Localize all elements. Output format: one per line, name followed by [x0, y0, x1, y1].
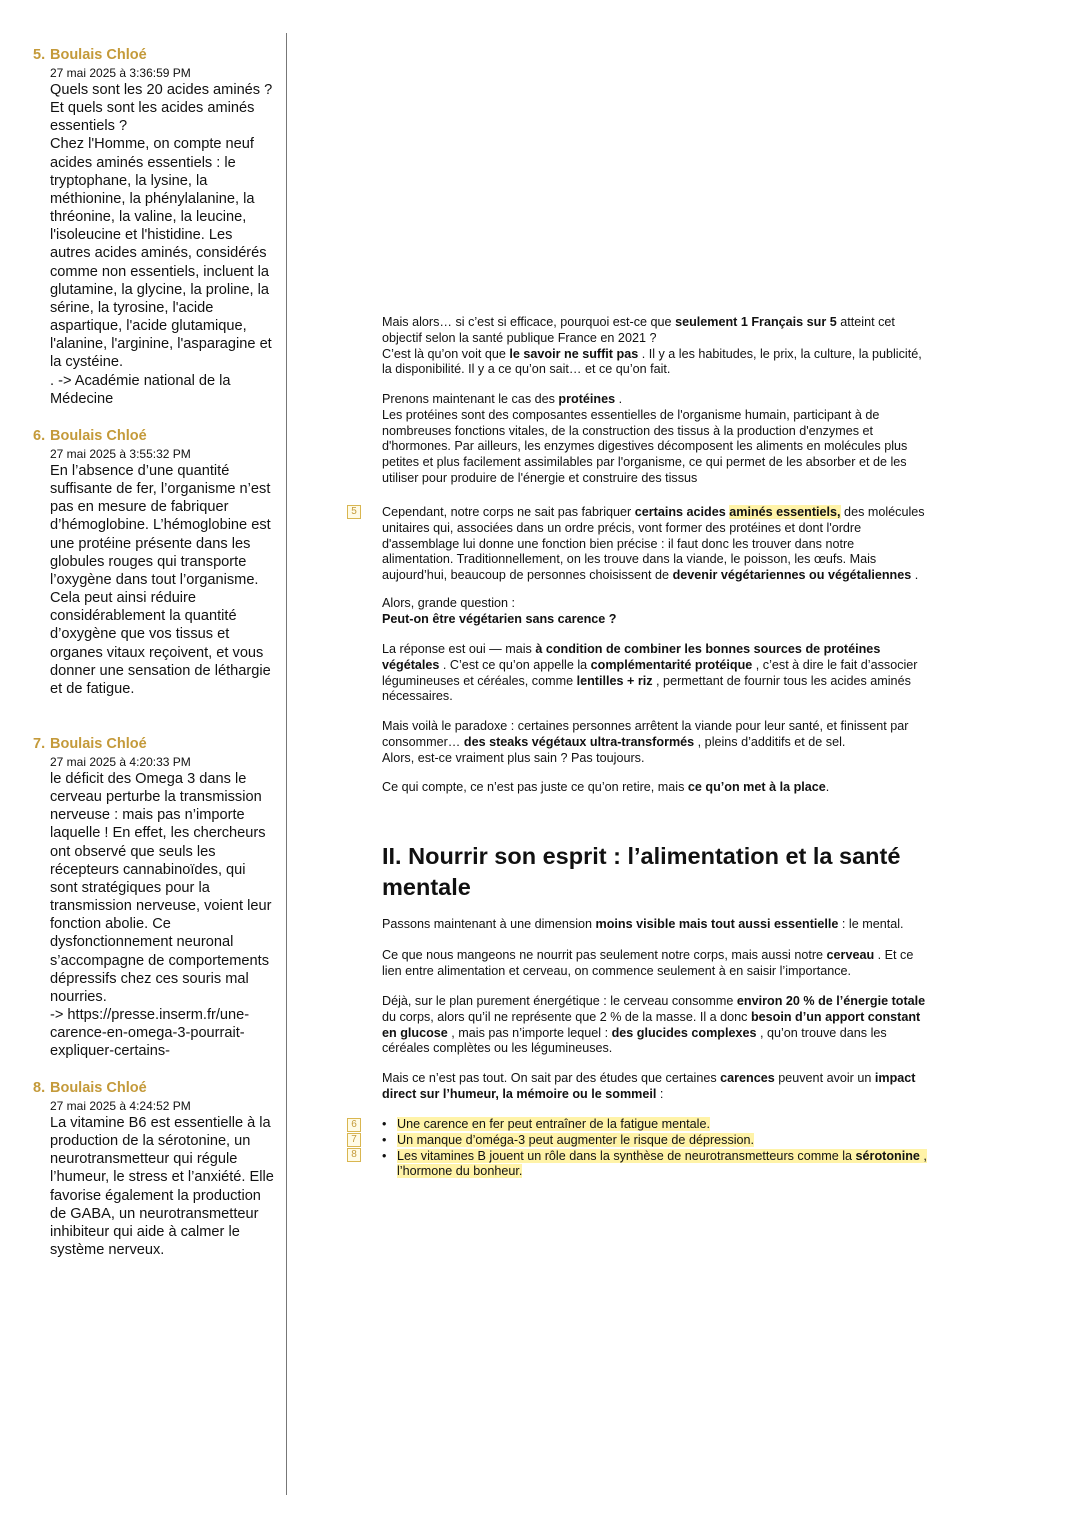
- comment-line: essentiels ?: [50, 118, 128, 135]
- comment-line: Quels sont les 20 acides aminés ?: [50, 82, 273, 98]
- comment-line: une protéine présente dans les: [50, 535, 251, 552]
- comment-line: récepteurs cannabinoïdes, qui: [50, 861, 246, 878]
- comment-line: sérine, la tyrosine, l'acide: [50, 299, 214, 316]
- comment-line: cerveau perturbe la transmission: [50, 789, 262, 806]
- paragraph-energy: Déjà, sur le plan purement énergétique : le cerveau consomme environ 20 % de l’énergie totale du corps, alors qu’il ne représente que 2 % de la masse. Il a donc besoin d’un apport constant en glucose , mais pas n’importe lequel : des glucides complexes , qu’on trouve dans les céréales complètes ou les légumineuses.: [382, 994, 926, 1056]
- comment-line: dysfonctionnement neuronal: [50, 934, 234, 951]
- paragraph-answer: La réponse est oui — mais à condition de combiner les bonnes sources de protéines végétales . C’est ce qu’on appelle la complémentarité protéique , c’est à dire le fait d’associer légumineuses et céréales, comme lentilles + riz , permettant de fournir tous les acides aminés nécessaires.: [382, 642, 918, 704]
- comment-ref-7[interactable]: 7: [347, 1133, 361, 1147]
- comment-5: [0, 47, 286, 408]
- comment-line: considérablement la quantité: [50, 608, 237, 625]
- comment-author: Boulais Chloé: [50, 1080, 147, 1096]
- paragraph-mental: Passons maintenant à une dimension moins visible mais tout aussi essentielle : le mental.: [382, 917, 904, 931]
- comment-line: d’oxygène que vos tissus et: [50, 626, 230, 643]
- highlight-commented[interactable]: aminés essentiels,: [729, 505, 841, 519]
- comment-line: sont stratégiques pour la: [50, 879, 210, 896]
- bullet-icon: •: [382, 1132, 387, 1147]
- paragraph-brain: Ce que nous mangeons ne nourrit pas seulement notre corps, mais aussi notre cerveau . Et ce lien entre alimentation et cerveau, on commence seulement à en saisir l’importance.: [382, 948, 914, 978]
- comment-line: et de fatigue.: [50, 680, 135, 697]
- paragraph-conclusion: Ce qui compte, ce n’est pas juste ce qu’on retire, mais ce qu’on met à la place.: [382, 780, 830, 794]
- comment-author: Boulais Chloé: [50, 736, 147, 752]
- comment-line: En l’absence d’une quantité: [50, 463, 230, 479]
- section-heading: II. Nourrir son esprit : l’alimentation et la santé mentale: [382, 843, 901, 900]
- comment-line: Cela peut ainsi réduire: [50, 590, 197, 607]
- highlight-commented[interactable]: l’hormone du bonheur.: [397, 1164, 523, 1179]
- highlight-commented[interactable]: Une carence en fer peut entraîner de la fatigue mentale.: [397, 1117, 710, 1131]
- comment-line: neurotransmetteur qui régule: [50, 1151, 238, 1168]
- comment-line: de GABA, un neurotransmetteur: [50, 1205, 259, 1222]
- comment-line: système nerveux.: [50, 1242, 165, 1259]
- comment-line: nourries.: [50, 988, 107, 1005]
- comment-link-line[interactable]: carence-en-omega-3-pourrait-: [50, 1025, 245, 1042]
- comment-author: Boulais Chloé: [50, 47, 147, 63]
- comment-date: 27 mai 2025 à 4:20:33 PM: [50, 755, 191, 769]
- comment-line: laquelle ! En effet, les chercheurs: [50, 825, 266, 842]
- bullet-icon: •: [382, 1117, 387, 1131]
- comment-line: nerveuse : mais pas n’importe: [50, 807, 245, 824]
- comment-line: suffisante de fer, l’organisme n’est: [50, 481, 271, 498]
- comment-line: aspartique, l'acide glutamique,: [50, 318, 247, 335]
- comment-line: acides aminés essentiels : le: [50, 154, 236, 171]
- comment-number: 7.: [33, 736, 46, 752]
- comment-line: glutamine, la glycine, la proline, la: [50, 281, 270, 298]
- paragraph-efficacy: Mais alors… si c’est si efficace, pourquoi est-ce que seulement 1 Français sur 5 atteint cet objectif selon la santé publique France en 2021 ? C’est là qu’on voit que le savoir ne suffit pas . Il y a les habitudes, le prix, la culture, la publicité, la disponibilité. Il y a ce qu’on sait… et ce qu’on fait.: [382, 315, 922, 377]
- comment-line: l’oxygène dans tout l’organisme.: [50, 571, 259, 588]
- comment-line: s’accompagne de comportements: [50, 952, 270, 969]
- comment-line: Et quels sont les acides aminés: [50, 100, 255, 117]
- comment-line: ont observé que seuls les: [50, 843, 216, 860]
- comment-text: [50, 1114, 276, 1259]
- comment-date: 27 mai 2025 à 3:36:59 PM: [50, 66, 191, 80]
- comment-number: 8.: [33, 1080, 46, 1096]
- comment-line: production de la sérotonine, un: [50, 1133, 251, 1150]
- comment-line: globules rouges qui transporte: [50, 553, 247, 570]
- comment-line: le déficit des Omega 3 dans le: [50, 771, 247, 787]
- comment-text: [50, 770, 276, 1061]
- comment-line: pas en mesure de fabriquer: [50, 499, 229, 516]
- bullet-list: [382, 1117, 992, 1180]
- comment-line: donner une sensation de léthargie: [50, 662, 271, 679]
- comment-line: l'alanine, l'arginine, l'asparagine et: [50, 336, 272, 353]
- comment-line: autres acides aminés, considérés: [50, 245, 267, 262]
- comment-link-line[interactable]: expliquer-certains-: [50, 1043, 171, 1060]
- comment-line: l'isoleucine et l'histidine. Les: [50, 227, 233, 244]
- list-item: [382, 1133, 992, 1149]
- comment-line: organes vitaux reçoivent, et vous: [50, 644, 264, 661]
- comment-line: la cystéine.: [50, 354, 124, 371]
- comment-line: inhibiteur qui aide à calmer le: [50, 1223, 240, 1240]
- comment-line: l’humeur, le stress et l’anxiété. Elle: [50, 1169, 274, 1186]
- comment-line: Chez l'Homme, on compte neuf: [50, 136, 254, 153]
- comment-line: thréonine, la valine, la leucine,: [50, 209, 247, 226]
- paragraph-question: Alors, grande question : Peut-on être végétarien sans carence ?: [382, 596, 617, 626]
- comment-line: comme non essentiels, incluent la: [50, 263, 270, 280]
- comment-number: 6.: [33, 428, 46, 444]
- comment-line: La vitamine B6 est essentielle à la: [50, 1115, 271, 1131]
- comments-sidebar: [0, 0, 286, 1527]
- paragraph-proteins: Prenons maintenant le cas des protéines . Les protéines sont des composantes essentielles de l'organisme humain, participant à de nombreuses fonctions vitales, de la construction des tissus à la production d'enzymes et d'hormones. Par ailleurs, les enzymes digestives décomposent les aliments en molécules plus petites et plus facilement assimilables par l'organisme, ce qui permet de les absorber et de les utiliser pour produire de l'énergie et construire des tissus: [382, 392, 908, 485]
- highlight-commented[interactable]: Les vitamines B jouent un rôle dans la synthèse de neurotransmetteurs comme la sérotonine ,: [397, 1148, 927, 1163]
- comment-date: 27 mai 2025 à 4:24:52 PM: [50, 1099, 191, 1113]
- comment-line: . -> Académie national de la: [50, 372, 231, 389]
- comment-ref-5[interactable]: 5: [347, 505, 361, 519]
- comment-7: [0, 736, 286, 1061]
- comment-author: Boulais Chloé: [50, 428, 147, 444]
- comment-line: Médecine: [50, 390, 114, 407]
- comment-line: d’hémoglobine. L’hémoglobine est: [50, 517, 271, 534]
- paragraph-deficiencies: Mais ce n’est pas tout. On sait par des études que certaines carences peuvent avoir un impact direct sur l’humeur, la mémoire ou le sommeil :: [382, 1071, 916, 1101]
- comment-number: 5.: [33, 47, 46, 63]
- comment-line: méthionine, la phénylalanine, la: [50, 190, 255, 207]
- bullet-icon: •: [382, 1148, 387, 1163]
- comment-8: [0, 1080, 286, 1259]
- comment-line: transmission nerveuse, voient leur: [50, 898, 272, 915]
- comment-line: tryptophane, la lysine, la: [50, 172, 208, 189]
- comment-ref-6[interactable]: 6: [347, 1118, 361, 1132]
- comment-ref-8[interactable]: 8: [347, 1148, 361, 1162]
- comment-line: fonction abolie. Ce: [50, 916, 171, 933]
- sidebar-divider: [286, 33, 287, 1495]
- comment-line: favorise également la production: [50, 1187, 261, 1204]
- comment-text: [50, 462, 276, 698]
- comment-date: 27 mai 2025 à 3:55:32 PM: [50, 447, 191, 461]
- comment-line: dépressifs chez ces souris mal: [50, 970, 249, 987]
- highlight-commented[interactable]: Un manque d’oméga-3 peut augmenter le risque de dépression.: [397, 1132, 755, 1147]
- paragraph-paradox: Mais voilà le paradoxe : certaines personnes arrêtent la viande pour leur santé, et finissent par consommer… des steaks végétaux ultra-transformés , pleins d’additifs et de sel. Alors, est-ce vraiment plus sain ? Pas toujours.: [382, 719, 909, 765]
- comment-text: [50, 81, 276, 408]
- comment-6: [0, 428, 286, 698]
- paragraph-essential-amino-acids: Cependant, notre corps ne sait pas fabriquer certains acides aminés essentiels, des molécules unitaires qui, associées dans un ordre précis, vont former des protéines et dont l'ordre d'assemblage lui donne une fonction bien précise : il faut donc les trouver dans notre alimentation. Traditionnellement, on les trouve dans la viande, le poisson, les œufs. Mais aujourd’hui, beaucoup de personnes choisissent de devenir végétariennes ou végétaliennes .: [382, 505, 925, 583]
- comment-link-line[interactable]: -> https://presse.inserm.fr/une-: [50, 1007, 250, 1024]
- list-item: [382, 1149, 992, 1181]
- list-item: [382, 1117, 992, 1133]
